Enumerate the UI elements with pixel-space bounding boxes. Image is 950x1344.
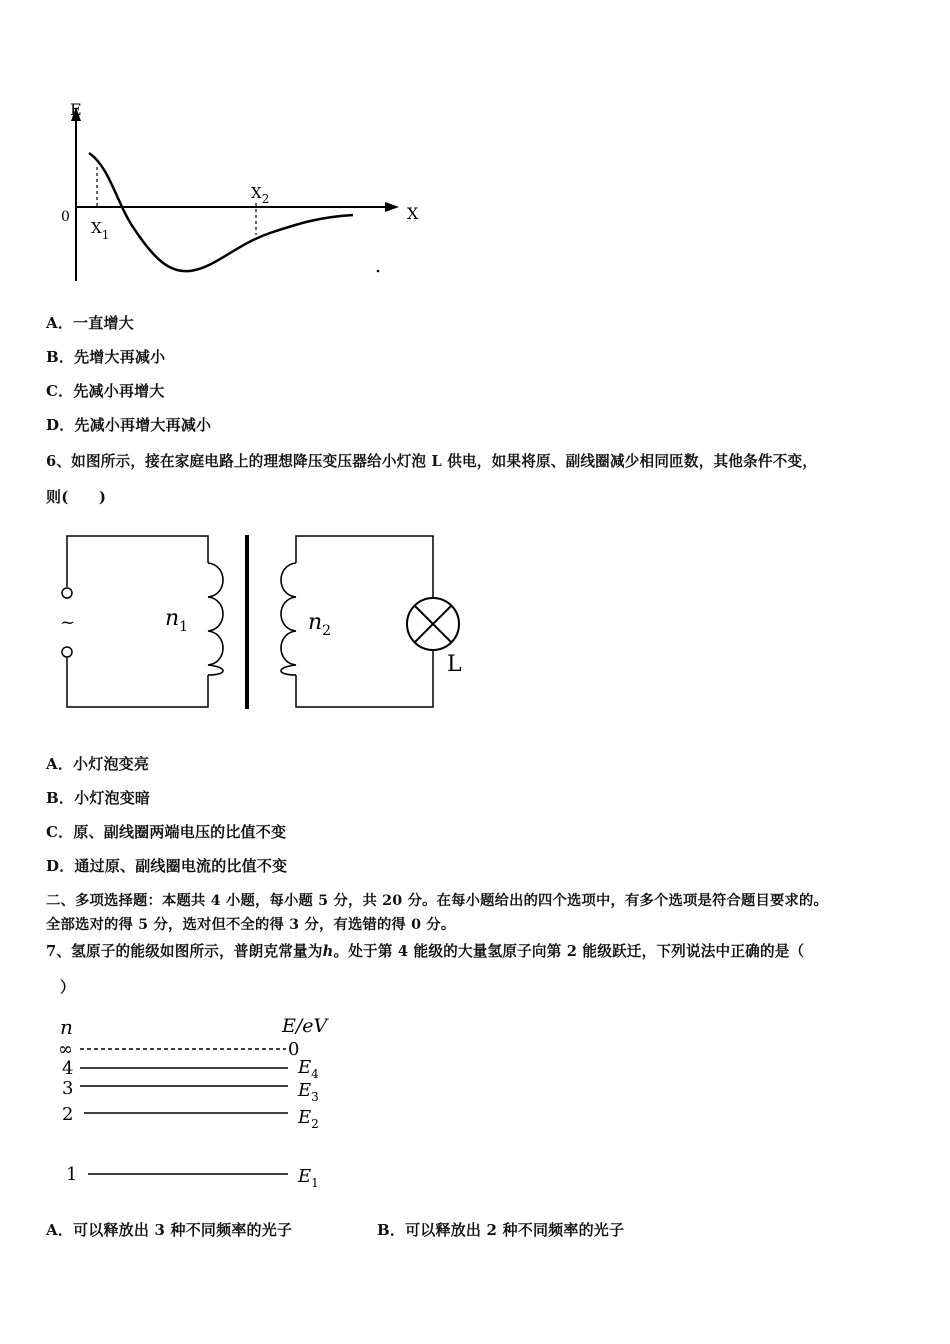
x-axis-label: X [407, 204, 419, 223]
transformer-circuit [50, 525, 480, 720]
level-2-n: 2 [62, 1104, 74, 1125]
section2-instructions-line2: 全部选对的得 5 分，选对但不全的得 3 分，有选错的得 0 分。 [46, 917, 456, 933]
q7-option-a[interactable]: A．可以释放出 3 种不同频率的光子 [46, 1221, 293, 1239]
q7-stem-line2: ） [60, 978, 76, 996]
primary-coil [208, 563, 223, 675]
q5-option-c[interactable]: C．先减小再增大 [46, 382, 165, 400]
level-1-e: $E_1$ [298, 1166, 319, 1190]
secondary-top-wire [296, 536, 433, 598]
q6-option-a[interactable]: A．小灯泡变亮 [46, 755, 150, 773]
y-axis-label: E [70, 100, 82, 119]
x1-label: $X_1$ [91, 219, 110, 242]
q6-option-d[interactable]: D．通过原、副线圈电流的比值不变 [46, 857, 288, 875]
section2-instructions-line1: 二、多项选择题：本题共 4 小题，每小题 5 分，共 20 分。在每小题给出的四个选项中，有多个选项是符合题目要求的。 [46, 893, 828, 909]
level-inf-n: ∞ [58, 1039, 73, 1060]
q7-option-b[interactable]: B．可以释放出 2 种不同频率的光子 [377, 1221, 625, 1239]
q7-stem-line1: 7、氢原子的能级如图所示，普朗克常量为h。处于第 4 能级的大量氢原子向第 2 能级跃迁，下列说法中正确的是（ [46, 943, 805, 960]
x2-label: $X_2$ [251, 184, 270, 206]
n1-label: $n_1$ [165, 606, 189, 635]
q6-stem-line1: 6、如图所示，接在家庭电路上的理想降压变压器给小灯泡 L 供电，如果将原、副线圈减少相同匝数，其他条件不变， [46, 453, 818, 470]
secondary-bottom-wire [296, 650, 433, 707]
level-4-e: $E_4$ [298, 1057, 319, 1081]
primary-top-wire [67, 536, 208, 587]
q5-option-d[interactable]: D．先减小再增大再减小 [46, 416, 212, 434]
level-3-n: 3 [62, 1078, 74, 1099]
q5-option-b[interactable]: B．先增大再减小 [46, 348, 166, 366]
level-3-e: $E_3$ [298, 1080, 319, 1104]
energy-header: E/eV [282, 1015, 328, 1037]
stray-dot [377, 270, 380, 273]
level-inf-e: 0 [288, 1039, 300, 1060]
origin-label: 0 [61, 209, 70, 225]
n2-label: $n_2$ [308, 610, 332, 639]
lamp-label: L [447, 652, 462, 677]
level-4-n: 4 [62, 1058, 74, 1079]
q5-option-a[interactable]: A．一直增大 [46, 314, 134, 332]
level-2-e: $E_2$ [298, 1107, 319, 1131]
x-axis-arrow [385, 202, 399, 212]
energy-level-diagram [52, 1010, 352, 1195]
terminal-top [62, 588, 72, 598]
n-header: n [60, 1015, 73, 1039]
primary-bottom-wire [67, 658, 208, 707]
q6-option-c[interactable]: C．原、副线圈两端电压的比值不变 [46, 823, 287, 841]
level-1-n: 1 [66, 1164, 78, 1185]
energy-curve [89, 153, 353, 271]
secondary-coil [281, 563, 296, 675]
energy-position-graph [55, 95, 425, 285]
q6-option-b[interactable]: B．小灯泡变暗 [46, 789, 151, 807]
ac-source-symbol: ~ [60, 612, 76, 633]
terminal-bottom [62, 647, 72, 657]
q6-stem-line2: 则( ) [46, 488, 107, 506]
